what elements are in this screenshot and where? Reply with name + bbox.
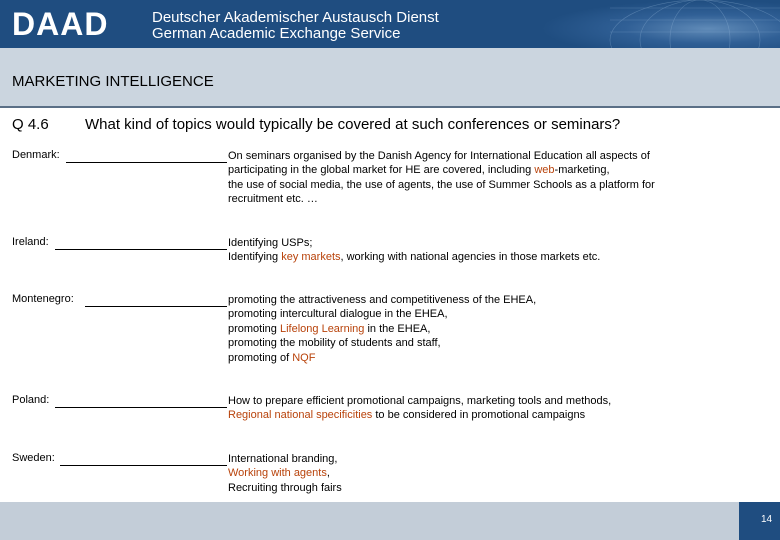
section-divider xyxy=(0,106,780,108)
country-label-denmark: Denmark: xyxy=(12,149,60,161)
footer-band xyxy=(0,502,780,540)
country-label-sweden: Sweden: xyxy=(12,452,55,464)
answer-sweden xyxy=(228,452,748,495)
answer-line: International branding, xyxy=(228,453,338,465)
leader-line-ireland xyxy=(55,249,227,250)
answer-line: promoting the attractiveness and competitiveness of the EHEA, xyxy=(228,294,537,306)
page-number-box xyxy=(739,502,780,540)
highlight-keyword: Regional national specificities xyxy=(228,409,373,422)
answer-line: Identifying key markets, working with national agencies in those markets etc. xyxy=(228,251,601,264)
question-text: What kind of topics would typically be covered at such conferences or seminars? xyxy=(85,116,621,133)
highlight-keyword: NQF xyxy=(292,351,316,364)
highlight-keyword: Lifelong Learning xyxy=(279,322,365,335)
answer-line: On seminars organised by the Danish Agency for International Education all aspects of xyxy=(228,150,650,162)
leader-line-montenegro xyxy=(85,306,227,307)
section-title: MARKETING INTELLIGENCE xyxy=(12,73,214,90)
org-name-german: Deutscher Akademischer Austausch Dienst xyxy=(152,9,439,26)
answer-line: the use of social media, the use of agents, the use of Summer Schools as a platform for xyxy=(228,178,655,191)
answer-line: Working with agents, xyxy=(228,467,330,480)
highlight-keyword: Working with agents xyxy=(228,467,327,480)
answer-line: promoting of NQF xyxy=(228,351,316,364)
highlight-keyword: key markets xyxy=(281,251,341,264)
country-label-poland: Poland: xyxy=(12,394,50,406)
answer-ireland xyxy=(228,236,748,265)
leader-line-denmark xyxy=(66,162,227,163)
answer-poland xyxy=(228,394,748,423)
answer-line: promoting intercultural dialogue in the EHEA, xyxy=(228,308,448,321)
globe-grid-graphic xyxy=(550,0,780,48)
country-label-montenegro: Montenegro: xyxy=(12,293,74,305)
answer-line: How to prepare efficient promotional campaigns, marketing tools and methods, xyxy=(228,395,612,407)
daad-logo: DAAD xyxy=(12,6,109,42)
answer-line: Regional national specificities to be considered in promotional campaigns xyxy=(228,409,586,422)
answer-line: promoting Lifelong Learning in the EHEA, xyxy=(228,322,431,335)
page-number: 14 xyxy=(761,514,773,525)
header-banner xyxy=(0,0,780,48)
answer-line: participating in the global market for HE are covered, including web-marketing, xyxy=(228,164,610,177)
answer-montenegro xyxy=(228,293,748,365)
answer-line: recruitment etc. … xyxy=(228,193,318,206)
org-name-english: German Academic Exchange Service xyxy=(152,25,401,42)
answer-denmark xyxy=(228,149,748,207)
answer-line: promoting the mobility of students and staff, xyxy=(228,337,441,350)
answer-line: Identifying USPs; xyxy=(228,237,313,249)
answer-line: Recruiting through fairs xyxy=(228,481,342,494)
leader-line-poland xyxy=(55,407,227,408)
leader-line-sweden xyxy=(60,465,227,466)
highlight-keyword: web xyxy=(534,164,555,177)
country-label-ireland: Ireland: xyxy=(12,236,49,248)
question-number: Q 4.6 xyxy=(12,116,49,133)
